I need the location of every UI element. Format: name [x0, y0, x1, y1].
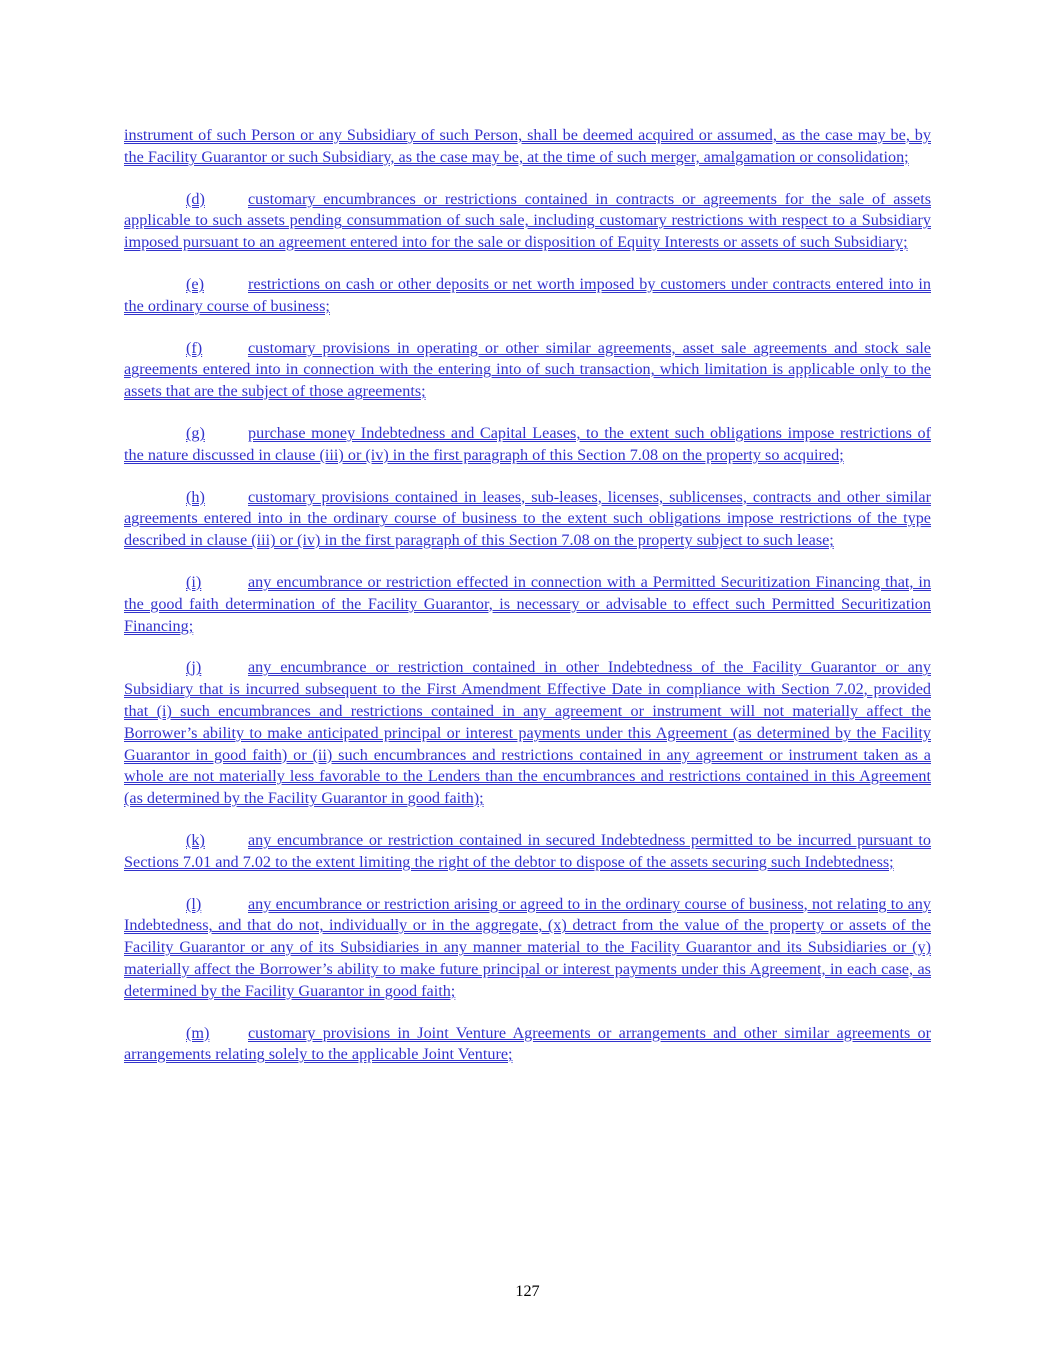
clause-label: (e) [186, 274, 204, 293]
clause-j [124, 657, 931, 810]
clause-text: any encumbrance or restriction contained in other Indebtedness of the Facility Guarantor or any Subsidiary that is incurred subsequent to the First Amendment Effective Date in compliance with Section 7.02, provided that (i) such encumbrances and restrictions contained in any agreement or instrument will not materially affect the Borrower’s ability to make anticipated principal or interest payments under this Agreement (as determined by the Facility Guarantor in good faith) or (ii) such encumbrances and restrictions contained in any agreement or instrument taken as a whole are not materially less favorable to the Lenders than the encumbrances and restrictions contained in this Agreement (as determined by the Facility Guarantor in good faith); [124, 658, 931, 808]
clause-label: (h) [186, 487, 205, 506]
clause-text: any encumbrance or restriction contained in secured Indebtedness permitted to be incurred pursuant to Sections 7.01 and 7.02 to the extent limiting the right of the debtor to dispose of the assets securing such Indebtedness; [124, 830, 931, 871]
clause-label: (i) [186, 572, 202, 591]
clause-text: customary provisions in Joint Venture Agreements or arrangements and other similar agreements or arrangements relating solely to the applicable Joint Venture; [124, 1023, 931, 1064]
clause-text: purchase money Indebtedness and Capital Leases, to the extent such obligations impose restrictions of the nature discussed in clause (iii) or (iv) in the first paragraph of this Section 7.08 on the property so acquired; [124, 423, 931, 464]
clause-label: (k) [186, 830, 205, 849]
clause-label: (m) [186, 1023, 210, 1042]
clause-text: customary provisions contained in leases, sub-leases, licenses, sublicenses, contracts and other similar agreements entered into in the ordinary course of business to the extent such obligations impose restrictions of the type described in clause (iii) or (iv) in the first paragraph of this Section 7.08 on the property subject to such lease; [124, 487, 931, 550]
continuation-text: instrument of such Person or any Subsidiary of such Person, shall be deemed acquired or assumed, as the case may be, by the Facility Guarantor or such Subsidiary, as the case may be, at the time of such merger, amalgamation or consolidation; [124, 126, 931, 166]
clause-i [124, 572, 931, 637]
clause-f [124, 338, 931, 403]
clause-label: (l) [186, 894, 202, 913]
continuation-paragraph [124, 125, 931, 169]
clause-text: any encumbrance or restriction effected in connection with a Permitted Securitization Financing that, in the good faith determination of the Facility Guarantor, is necessary or advisable to effect such Permitted Securitization Financing; [124, 572, 931, 635]
document-body [124, 125, 931, 1086]
clause-text: restrictions on cash or other deposits or net worth imposed by customers under contracts entered into in the ordinary course of business; [124, 274, 931, 315]
clause-g [124, 423, 931, 467]
clause-l [124, 894, 931, 1003]
clause-e [124, 274, 931, 318]
clause-label: (j) [186, 658, 202, 677]
clause-m [124, 1023, 931, 1067]
clause-h [124, 487, 931, 552]
clause-text: any encumbrance or restriction arising or agreed to in the ordinary course of business, not relating to any Indebtedness, and that do not, individually or in the aggregate, (x) detract from the value of the property or assets of the Facility Guarantor or any of its Subsidiaries in any manner material to the Facility Guarantor and its Subsidiaries or (y) materially affect the Borrower’s ability to make future principal or interest payments under this Agreement, in each case, as determined by the Facility Guarantor in good faith; [124, 894, 931, 1000]
clause-d [124, 189, 931, 254]
clause-k [124, 830, 931, 874]
clause-text: customary provisions in operating or other similar agreements, asset sale agreements and stock sale agreements entered into in connection with the entering into of such transaction, which limitation is applicable only to the assets that are the subject of those agreements; [124, 338, 931, 401]
clause-label: (g) [186, 423, 205, 442]
clause-label: (d) [186, 189, 205, 208]
page-number: 127 [515, 1282, 540, 1300]
clause-label: (f) [186, 338, 203, 357]
clause-text: customary encumbrances or restrictions contained in contracts or agreements for the sale of assets applicable to such assets pending consummation of such sale, including customary restrictions with respect to a Subsidiary imposed pursuant to an agreement entered into for the sale or disposition of Equity Interests or assets of such Subsidiary; [124, 189, 931, 252]
